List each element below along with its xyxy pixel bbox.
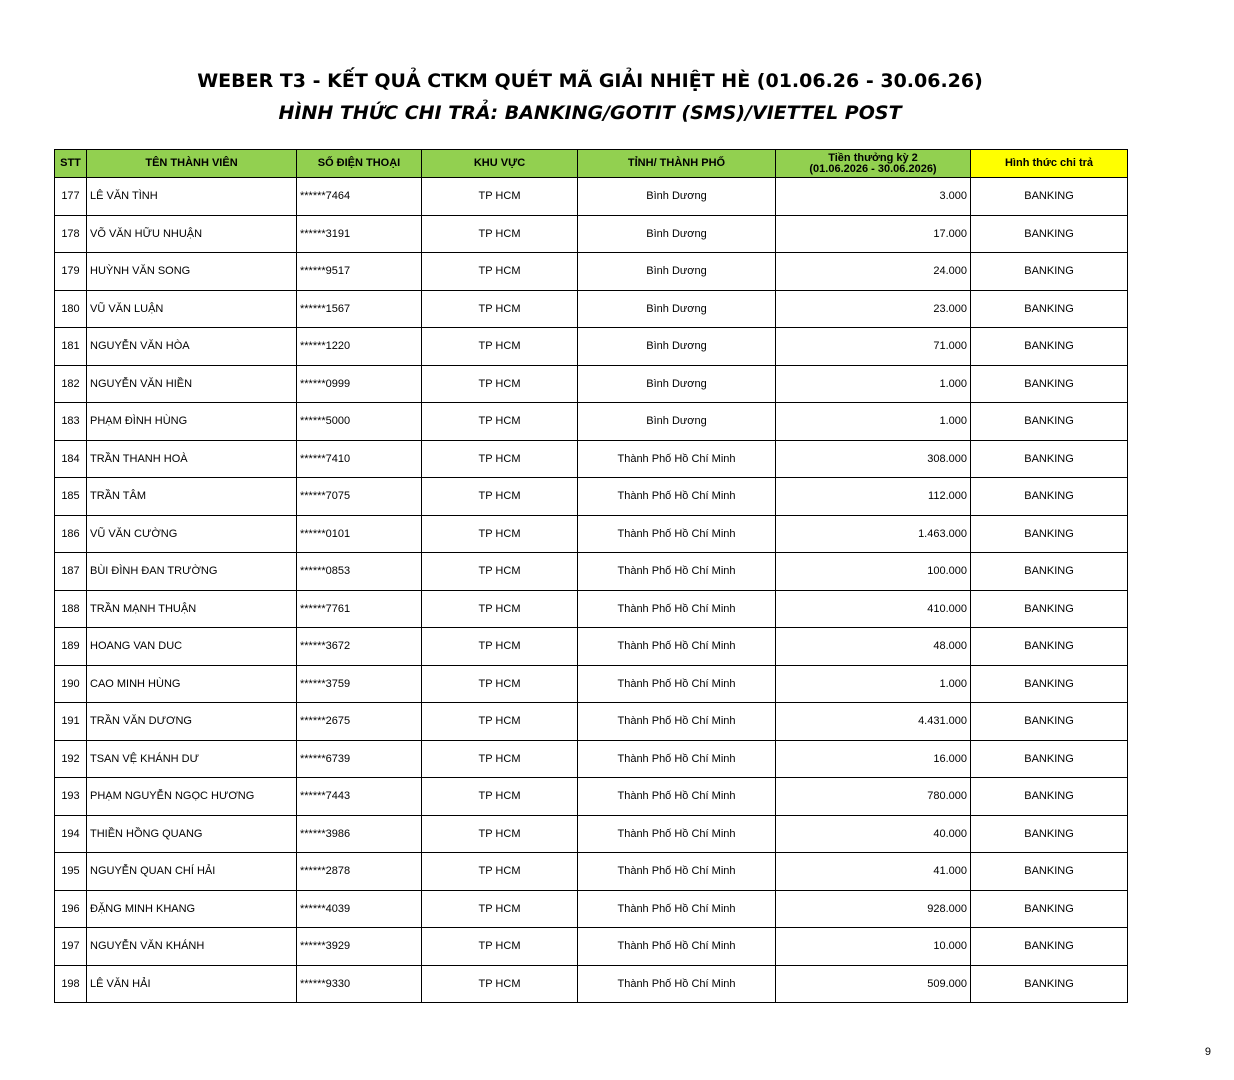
- cell-phone: ******2878: [297, 853, 422, 891]
- cell-stt: 191: [55, 703, 87, 741]
- cell-region: TP HCM: [422, 215, 578, 253]
- cell-city: Thành Phố Hồ Chí Minh: [578, 853, 776, 891]
- cell-stt: 178: [55, 215, 87, 253]
- cell-stt: 183: [55, 403, 87, 441]
- table-row: [55, 553, 1128, 591]
- cell-region: TP HCM: [422, 853, 578, 891]
- cell-stt: 198: [55, 965, 87, 1003]
- header-name: TÊN THÀNH VIÊN: [87, 150, 297, 178]
- cell-amount: 100.000: [776, 553, 971, 591]
- cell-city: Thành Phố Hồ Chí Minh: [578, 928, 776, 966]
- table-row: [55, 628, 1128, 666]
- cell-stt: 193: [55, 778, 87, 816]
- cell-stt: 189: [55, 628, 87, 666]
- cell-stt: 181: [55, 328, 87, 366]
- cell-payment-method: BANKING: [971, 553, 1128, 591]
- cell-phone: ******7443: [297, 778, 422, 816]
- header-amount: [776, 150, 971, 178]
- cell-member-name: PHẠM NGUYỄN NGỌC HƯƠNG: [87, 778, 297, 816]
- table-row: [55, 778, 1128, 816]
- cell-payment-method: BANKING: [971, 365, 1128, 403]
- cell-region: TP HCM: [422, 815, 578, 853]
- table-row: [55, 928, 1128, 966]
- cell-region: TP HCM: [422, 665, 578, 703]
- table-row: [55, 290, 1128, 328]
- cell-member-name: ĐẶNG MINH KHANG: [87, 890, 297, 928]
- header-amount-line1: Tiền thưởng kỳ 2: [828, 151, 918, 164]
- cell-city: Bình Dương: [578, 365, 776, 403]
- cell-region: TP HCM: [422, 590, 578, 628]
- cell-amount: 23.000: [776, 290, 971, 328]
- header-amount-line2: (01.06.2026 - 30.06.2026): [809, 162, 937, 175]
- cell-member-name: BÙI ĐÌNH ĐAN TRƯỜNG: [87, 553, 297, 591]
- cell-amount: 10.000: [776, 928, 971, 966]
- cell-member-name: TRẦN MẠNH THUẬN: [87, 590, 297, 628]
- table-row: [55, 665, 1128, 703]
- table-row: [55, 215, 1128, 253]
- cell-region: TP HCM: [422, 778, 578, 816]
- cell-city: Thành Phố Hồ Chí Minh: [578, 590, 776, 628]
- cell-amount: 509.000: [776, 965, 971, 1003]
- cell-stt: 177: [55, 178, 87, 216]
- cell-amount: 1.000: [776, 665, 971, 703]
- cell-region: TP HCM: [422, 515, 578, 553]
- cell-payment-method: BANKING: [971, 740, 1128, 778]
- cell-phone: ******6739: [297, 740, 422, 778]
- cell-city: Thành Phố Hồ Chí Minh: [578, 478, 776, 516]
- cell-city: Thành Phố Hồ Chí Minh: [578, 553, 776, 591]
- table-row: [55, 440, 1128, 478]
- cell-phone: ******7761: [297, 590, 422, 628]
- cell-region: TP HCM: [422, 890, 578, 928]
- cell-payment-method: BANKING: [971, 665, 1128, 703]
- cell-phone: ******2675: [297, 703, 422, 741]
- table-row: [55, 515, 1128, 553]
- cell-phone: ******7410: [297, 440, 422, 478]
- cell-member-name: TRẦN THANH HOÀ: [87, 440, 297, 478]
- cell-amount: 4.431.000: [776, 703, 971, 741]
- table-row: [55, 253, 1128, 291]
- cell-stt: 197: [55, 928, 87, 966]
- cell-amount: 1.000: [776, 403, 971, 441]
- cell-phone: ******1220: [297, 328, 422, 366]
- cell-payment-method: BANKING: [971, 778, 1128, 816]
- cell-city: Thành Phố Hồ Chí Minh: [578, 740, 776, 778]
- cell-stt: 192: [55, 740, 87, 778]
- cell-city: Bình Dương: [578, 290, 776, 328]
- cell-amount: 928.000: [776, 890, 971, 928]
- cell-amount: 17.000: [776, 215, 971, 253]
- cell-region: TP HCM: [422, 178, 578, 216]
- cell-payment-method: BANKING: [971, 290, 1128, 328]
- cell-phone: ******3672: [297, 628, 422, 666]
- cell-city: Bình Dương: [578, 403, 776, 441]
- cell-region: TP HCM: [422, 928, 578, 966]
- cell-stt: 194: [55, 815, 87, 853]
- cell-region: TP HCM: [422, 740, 578, 778]
- cell-stt: 182: [55, 365, 87, 403]
- cell-payment-method: BANKING: [971, 253, 1128, 291]
- table-body: [55, 178, 1128, 1003]
- cell-city: Thành Phố Hồ Chí Minh: [578, 703, 776, 741]
- header-stt: STT: [55, 150, 87, 178]
- cell-payment-method: BANKING: [971, 815, 1128, 853]
- cell-amount: 3.000: [776, 178, 971, 216]
- cell-city: Thành Phố Hồ Chí Minh: [578, 515, 776, 553]
- cell-amount: 1.463.000: [776, 515, 971, 553]
- cell-member-name: TRẦN VĂN DƯƠNG: [87, 703, 297, 741]
- table-row: [55, 328, 1128, 366]
- cell-member-name: NGUYỄN VĂN HÒA: [87, 328, 297, 366]
- cell-stt: 179: [55, 253, 87, 291]
- table-row: [55, 365, 1128, 403]
- cell-phone: ******9517: [297, 253, 422, 291]
- table-row: [55, 740, 1128, 778]
- cell-city: Bình Dương: [578, 328, 776, 366]
- cell-amount: 40.000: [776, 815, 971, 853]
- cell-amount: 1.000: [776, 365, 971, 403]
- cell-payment-method: BANKING: [971, 478, 1128, 516]
- cell-city: Bình Dương: [578, 253, 776, 291]
- cell-stt: 190: [55, 665, 87, 703]
- cell-phone: ******3986: [297, 815, 422, 853]
- cell-member-name: VŨ VĂN LUẬN: [87, 290, 297, 328]
- cell-amount: 48.000: [776, 628, 971, 666]
- cell-city: Bình Dương: [578, 215, 776, 253]
- cell-amount: 410.000: [776, 590, 971, 628]
- cell-member-name: VÕ VĂN HỮU NHUẬN: [87, 215, 297, 253]
- document-title: WEBER T3 - KẾT QUẢ CTKM QUÉT MÃ GIẢI NHIỆT HÈ (01.06.26 - 30.06.26): [197, 70, 983, 92]
- cell-stt: 196: [55, 890, 87, 928]
- cell-amount: 24.000: [776, 253, 971, 291]
- table-row: [55, 590, 1128, 628]
- cell-member-name: PHẠM ĐÌNH HÙNG: [87, 403, 297, 441]
- cell-city: Bình Dương: [578, 178, 776, 216]
- cell-region: TP HCM: [422, 403, 578, 441]
- results-table: [54, 149, 1128, 1003]
- cell-payment-method: BANKING: [971, 440, 1128, 478]
- cell-region: TP HCM: [422, 703, 578, 741]
- cell-region: TP HCM: [422, 365, 578, 403]
- header-region: KHU VỰC: [422, 150, 578, 178]
- cell-stt: 186: [55, 515, 87, 553]
- cell-member-name: HOANG VAN DUC: [87, 628, 297, 666]
- table-row: [55, 703, 1128, 741]
- table-row: [55, 890, 1128, 928]
- cell-amount: 112.000: [776, 478, 971, 516]
- cell-phone: ******0101: [297, 515, 422, 553]
- cell-payment-method: BANKING: [971, 928, 1128, 966]
- cell-region: TP HCM: [422, 440, 578, 478]
- cell-payment-method: BANKING: [971, 628, 1128, 666]
- cell-stt: 188: [55, 590, 87, 628]
- cell-city: Thành Phố Hồ Chí Minh: [578, 440, 776, 478]
- cell-amount: 71.000: [776, 328, 971, 366]
- cell-payment-method: BANKING: [971, 515, 1128, 553]
- cell-phone: ******0999: [297, 365, 422, 403]
- cell-payment-method: BANKING: [971, 590, 1128, 628]
- cell-stt: 195: [55, 853, 87, 891]
- cell-region: TP HCM: [422, 290, 578, 328]
- table-header-row: [55, 150, 1128, 178]
- cell-city: Thành Phố Hồ Chí Minh: [578, 815, 776, 853]
- cell-region: TP HCM: [422, 628, 578, 666]
- cell-phone: ******9330: [297, 965, 422, 1003]
- cell-payment-method: BANKING: [971, 178, 1128, 216]
- cell-amount: 308.000: [776, 440, 971, 478]
- cell-payment-method: BANKING: [971, 890, 1128, 928]
- cell-amount: 16.000: [776, 740, 971, 778]
- cell-amount: 41.000: [776, 853, 971, 891]
- table-row: [55, 403, 1128, 441]
- cell-city: Thành Phố Hồ Chí Minh: [578, 778, 776, 816]
- page-number: 9: [1204, 1046, 1211, 1058]
- cell-member-name: TSAN VỆ KHÁNH DƯ: [87, 740, 297, 778]
- cell-stt: 185: [55, 478, 87, 516]
- cell-region: TP HCM: [422, 965, 578, 1003]
- cell-phone: ******7075: [297, 478, 422, 516]
- cell-member-name: VŨ VĂN CƯỜNG: [87, 515, 297, 553]
- cell-member-name: NGUYỄN QUAN CHÍ HẢI: [87, 853, 297, 891]
- cell-phone: ******0853: [297, 553, 422, 591]
- cell-member-name: HUỲNH VĂN SONG: [87, 253, 297, 291]
- cell-city: Thành Phố Hồ Chí Minh: [578, 890, 776, 928]
- cell-city: Thành Phố Hồ Chí Minh: [578, 628, 776, 666]
- cell-region: TP HCM: [422, 328, 578, 366]
- cell-stt: 184: [55, 440, 87, 478]
- cell-member-name: THIỀN HỒNG QUANG: [87, 815, 297, 853]
- cell-payment-method: BANKING: [971, 853, 1128, 891]
- cell-payment-method: BANKING: [971, 965, 1128, 1003]
- table-row: [55, 178, 1128, 216]
- cell-stt: 180: [55, 290, 87, 328]
- cell-payment-method: BANKING: [971, 328, 1128, 366]
- table-row: [55, 853, 1128, 891]
- header-method: Hình thức chi trả: [971, 150, 1128, 178]
- cell-phone: ******3191: [297, 215, 422, 253]
- cell-phone: ******1567: [297, 290, 422, 328]
- table-row: [55, 478, 1128, 516]
- header-phone: SỐ ĐIỆN THOẠI: [297, 150, 422, 178]
- cell-member-name: LÊ VĂN HẢI: [87, 965, 297, 1003]
- cell-amount: 780.000: [776, 778, 971, 816]
- cell-city: Thành Phố Hồ Chí Minh: [578, 665, 776, 703]
- cell-member-name: NGUYỄN VĂN KHÁNH: [87, 928, 297, 966]
- cell-phone: ******5000: [297, 403, 422, 441]
- cell-city: Thành Phố Hồ Chí Minh: [578, 965, 776, 1003]
- cell-region: TP HCM: [422, 253, 578, 291]
- cell-member-name: NGUYỄN VĂN HIỀN: [87, 365, 297, 403]
- header-city: TỈNH/ THÀNH PHỐ: [578, 150, 776, 178]
- cell-member-name: LÊ VĂN TÌNH: [87, 178, 297, 216]
- cell-phone: ******3929: [297, 928, 422, 966]
- cell-payment-method: BANKING: [971, 215, 1128, 253]
- document-subtitle: HÌNH THỨC CHI TRẢ: BANKING/GOTIT (SMS)/VIETTEL POST: [278, 102, 902, 124]
- table-row: [55, 965, 1128, 1003]
- table-row: [55, 815, 1128, 853]
- cell-phone: ******4039: [297, 890, 422, 928]
- cell-stt: 187: [55, 553, 87, 591]
- cell-payment-method: BANKING: [971, 703, 1128, 741]
- cell-member-name: TRẦN TÂM: [87, 478, 297, 516]
- cell-region: TP HCM: [422, 553, 578, 591]
- cell-region: TP HCM: [422, 478, 578, 516]
- cell-phone: ******7464: [297, 178, 422, 216]
- cell-payment-method: BANKING: [971, 403, 1128, 441]
- cell-member-name: CAO MINH HÙNG: [87, 665, 297, 703]
- cell-phone: ******3759: [297, 665, 422, 703]
